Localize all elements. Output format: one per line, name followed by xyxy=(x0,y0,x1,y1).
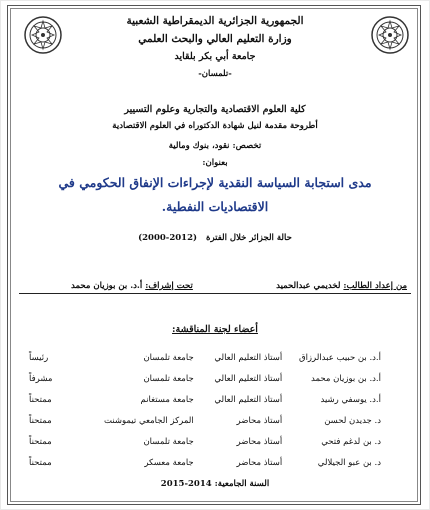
member-role: ممتحناً xyxy=(29,457,52,468)
supervisor-name: أ.د. بن بوزيان محمد xyxy=(71,281,143,291)
member-institution: جامعة تلمسان xyxy=(143,436,194,447)
member-name: أ.د. يوسفي رشيد xyxy=(320,394,381,405)
committee-heading: أعضاء لجنة المناقشة: xyxy=(172,324,258,335)
member-rank: أستاذ محاضر xyxy=(236,415,283,426)
case-period: (2000-2012) xyxy=(138,233,198,243)
member-institution: المركز الجامعي تيموشنت xyxy=(103,415,194,426)
document-page xyxy=(1,1,429,509)
student-credit xyxy=(276,281,407,291)
thesis-note: أطروحة مقدمة لنيل شهادة الدكتوراه في العلوم الاقتصادية xyxy=(112,121,318,131)
member-role: رئيساً xyxy=(29,352,49,363)
member-institution: جامعة تلمسان xyxy=(143,352,194,363)
faculty-name: كلية العلوم الاقتصادية والتجارية وعلوم التسيير xyxy=(124,104,306,115)
committee-member-row xyxy=(29,389,381,410)
thesis-title-line1: مدى استجابة السياسة النقدية لإجراءات الإنفاق الحكومي في xyxy=(58,175,372,190)
member-institution: جامعة مستغانم xyxy=(140,394,194,405)
member-role: ممتحناً xyxy=(29,415,52,426)
committee-member-row xyxy=(29,431,381,452)
republic-heading: الجمهورية الجزائرية الديمقراطية الشعبية xyxy=(126,15,304,27)
specialty: تخصص: نقود، بنوك ومالية xyxy=(168,141,262,151)
member-role: مشرفاً xyxy=(29,373,53,384)
member-rank: أستاذ محاضر xyxy=(236,436,283,447)
city-name: -تلمسان- xyxy=(198,69,232,79)
thesis-title-line2: الاقتصاديات النفطية. xyxy=(161,199,269,214)
member-institution: جامعة معسكر xyxy=(144,457,194,468)
ministry-heading: وزارة التعليم العالي والبحث العلمي xyxy=(138,33,292,45)
committee-member-row xyxy=(29,452,381,473)
committee-member-row xyxy=(29,368,381,389)
supervisor-label: تحت إشراف: xyxy=(145,281,193,291)
academic-year: السنة الجامعية: 2014-2015 xyxy=(160,479,270,489)
title-label: بعنوان: xyxy=(202,158,228,168)
member-rank: أستاذ التعليم العالي xyxy=(214,394,283,405)
divider-rule xyxy=(19,293,411,294)
member-rank: أستاذ التعليم العالي xyxy=(214,373,283,384)
member-name: أ.د. بن حبيب عبدالرزاق xyxy=(298,352,381,363)
student-name: لخديمي عبدالحميد xyxy=(276,281,341,291)
member-rank: أستاذ التعليم العالي xyxy=(214,352,283,363)
committee-table xyxy=(29,347,381,473)
supervisor-credit xyxy=(71,281,193,291)
committee-member-row xyxy=(29,410,381,431)
member-name: أ.د. بن بوزيان محمد xyxy=(311,373,381,384)
member-role: ممتحناً xyxy=(29,394,52,405)
committee-member-row xyxy=(29,347,381,368)
member-name: د. بن عبو الجيلالي xyxy=(317,457,381,468)
member-rank: أستاذ محاضر xyxy=(236,457,283,468)
student-label: من إعداد الطالب: xyxy=(343,281,407,291)
case-study xyxy=(1,233,429,243)
member-role: ممتحناً xyxy=(29,436,52,447)
member-institution: جامعة تلمسان xyxy=(143,373,194,384)
university-name: جامعة أبي بكر بلقايد xyxy=(174,51,256,62)
member-name: د. جديدن لحسن xyxy=(324,415,381,426)
member-name: د. بن لدغم فتحي xyxy=(321,436,381,447)
case-label: حالة الجزائر خلال الفترة xyxy=(205,233,292,243)
